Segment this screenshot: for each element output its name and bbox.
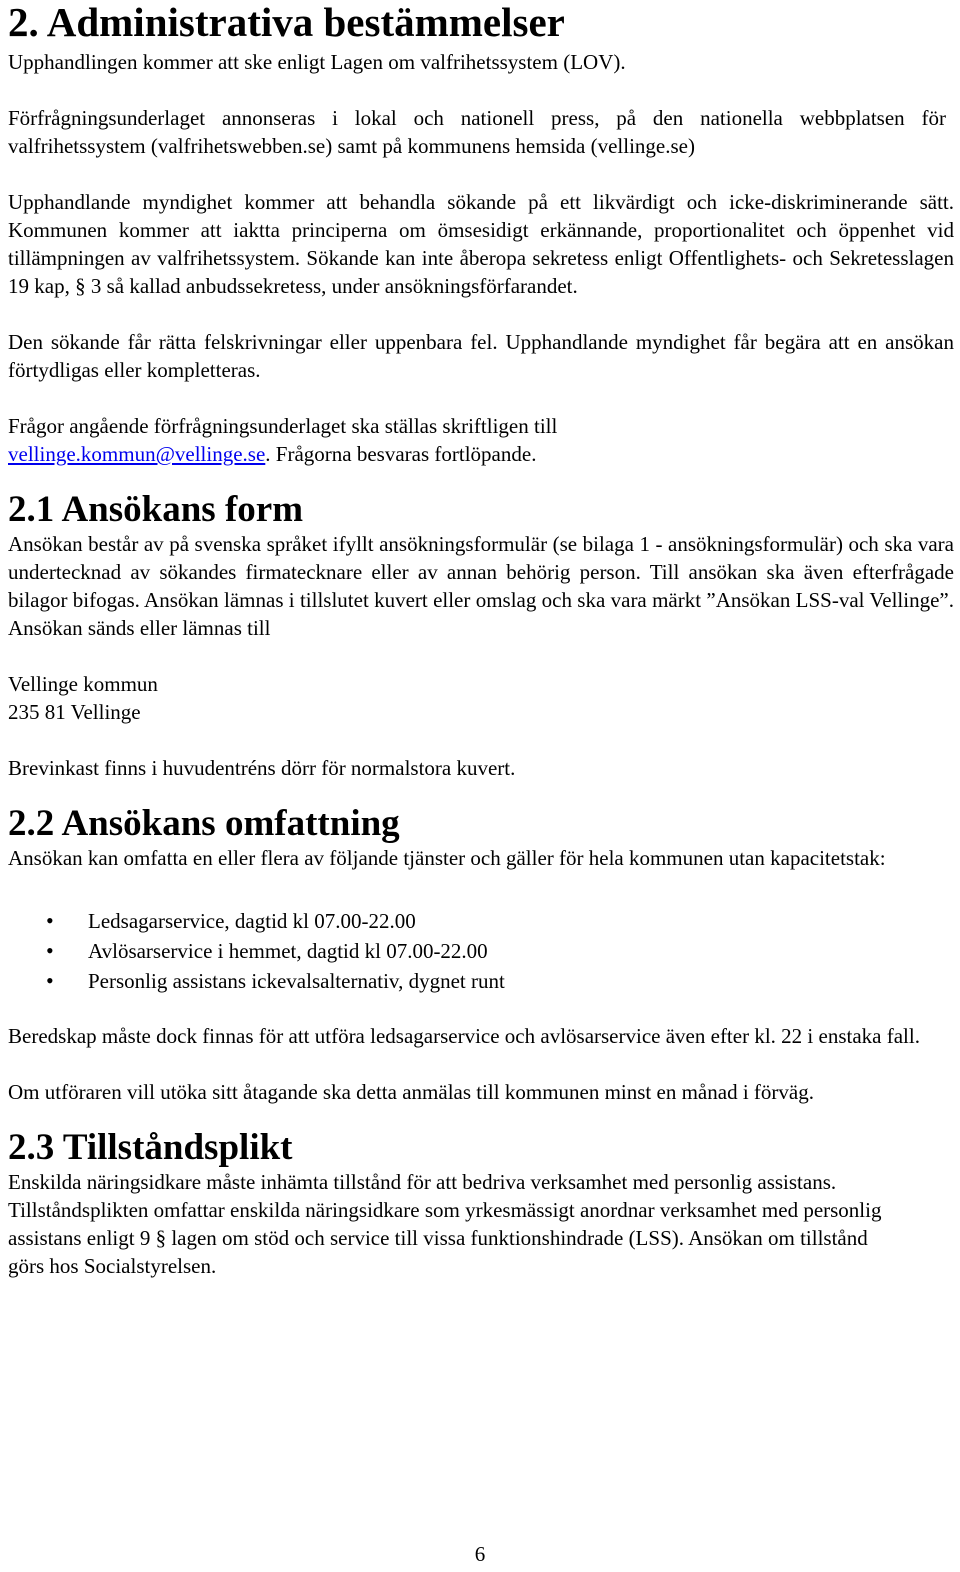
section-2-3-paragraph-permit: Enskilda näringsidkare måste inhämta tillstånd för att bedriva verksamhet med personlig assistans. Tillståndsplikten omfattar enskilda näringsidkare som yrkesmässigt anordnar verksamhet med personlig assistans enligt 9 § lagen om stöd och service till vissa funktionshindrade (LSS). Ansökan om tillstånd görs hos Socialstyrelsen. xyxy=(8,1170,882,1278)
section-2-2-paragraph-extension: Om utföraren vill utöka sitt åtagande ska detta anmälas till kommunen minst en månad i förväg. xyxy=(8,1080,814,1104)
page-number: 6 xyxy=(474,1542,486,1566)
questions-text: Frågor angående förfrågningsunderlaget ska ställas skriftligen till xyxy=(8,414,558,438)
section-2-1-heading: 2.1 Ansökans form xyxy=(8,489,304,530)
section-2-paragraph-treatment: Upphandlande myndighet kommer att behandla sökande på ett likvärdigt och icke-diskriminerande sätt. Kommunen kommer att iaktta principerna om ömsesidigt erkännande, proportionalitet och öppenhet vid tillämpningen av valfrihetssystem. Sökande kan inte åberopa sekretess enligt Offentlighets- och Sekretesslagen 19 kap, § 3 så kallad anbudssekretess, under ansökningsförfarandet. xyxy=(8,190,954,298)
section-2-1-paragraph-form: Ansökan består av på svenska språket ifyllt ansökningsformulär (se bilaga 1 - ansökningsformulär) och ska vara undertecknad av sökandes firmatecknare eller av annan behörig person. Till ansökan ska även efterfrågade bilagor bifogas. Ansökan lämnas i tillslutet kuvert eller omslag och ska vara märkt ”Ansökan LSS-val Vellinge”. Ansökan sänds eller lämnas till xyxy=(8,532,954,640)
list-item: • Ledsagarservice, dagtid kl 07.00-22.00 xyxy=(8,906,954,936)
section-2-1-paragraph-mailbox: Brevinkast finns i huvudentréns dörr för normalstora kuvert. xyxy=(8,756,516,780)
services-list xyxy=(8,906,954,996)
section-2-paragraph-questions xyxy=(8,412,688,468)
email-link[interactable]: vellinge.kommun@vellinge.se xyxy=(8,442,266,466)
section-2-3-heading: 2.3 Tillståndsplikt xyxy=(8,1127,293,1168)
section-2-paragraph-corrections: Den sökande får rätta felskrivningar eller uppenbara fel. Upphandlande myndighet får begära att en ansökan förtydligas eller kompletteras. xyxy=(8,330,954,382)
section-2-2-heading: 2.2 Ansökans omfattning xyxy=(8,803,400,844)
section-2-paragraph-lov: Upphandlingen kommer att ske enligt Lagen om valfrihetssystem (LOV). xyxy=(8,50,626,74)
list-item: • Personlig assistans ickevalsalternativ, dygnet runt xyxy=(8,966,954,996)
address-line-1: Vellinge kommun xyxy=(8,672,158,696)
section-2-2-paragraph-scope: Ansökan kan omfatta en eller flera av följande tjänster och gäller för hela kommunen utan kapacitetstak: xyxy=(8,846,886,870)
section-2-2-paragraph-readiness: Beredskap måste dock finnas för att utföra ledsagarservice och avlösarservice även efter kl. 22 i enstaka fall. xyxy=(8,1024,920,1048)
section-2-paragraph-announcement: Förfrågningsunderlaget annonseras i lokal och nationell press, på den nationella webbplatsen för valfrihetssystem (valfrihetswebben.se) samt på kommunens hemsida (vellinge.se) xyxy=(8,106,946,158)
section-2-heading: 2. Administrativa bestämmelser xyxy=(8,0,565,45)
list-item: • Avlösarservice i hemmet, dagtid kl 07.00-22.00 xyxy=(8,936,954,966)
document-page xyxy=(8,0,954,1280)
address-line-2: 235 81 Vellinge xyxy=(8,700,141,724)
questions-text-end: . Frågorna besvaras fortlöpande. xyxy=(265,442,537,466)
